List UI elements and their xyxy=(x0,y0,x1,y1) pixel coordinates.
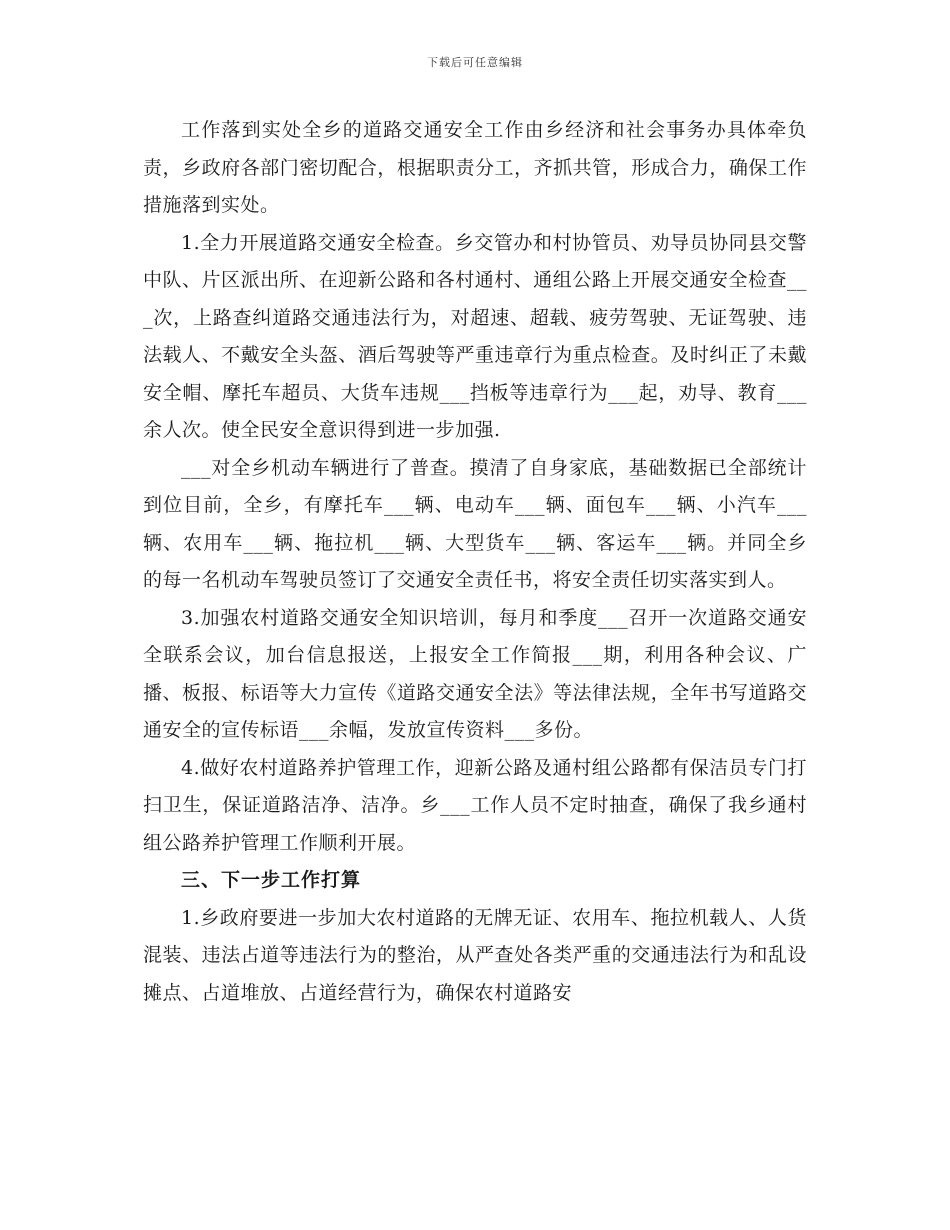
section-heading-next-steps: 三、下一步工作打算 xyxy=(181,869,362,891)
paragraph-next-steps-1: 1.乡政府要进一步加大农村道路的无牌无证、农用车、拖拉机载人、人货混装、违法占道等违法行为的整治，从严查处各类严重的交通违法行为和乱设摊点、占道堆放、占道经营行为，确保农村道路安 xyxy=(143,906,807,1004)
paragraph-vehicle-census: ___对全乡机动车辆进行了普查。摸清了自身家底，基础数据已全部统计到位目前，全乡，有摩托车___辆、电动车___辆、面包车___辆、小汽车___辆、农用车___辆、拖拉机___辆、大型货车___辆、客运车___辆。并同全乡的每一名机动车驾驶员签订了交通安全责任书，将安全责任切实落实到人。 xyxy=(143,456,807,591)
paragraph-safety-training: 3.加强农村道路交通安全知识培训，每月和季度___召开一次道路交通安全联系会议，加台信息报送，上报安全工作简报___期，利用各种会议、广播、板报、标语等大力宣传《道路交通安全法》等法律法规，全年书写道路交通安全的宣传标语___余幅，发放宣传资料___多份。 xyxy=(143,606,807,741)
paragraph-safety-inspection: 1.全力开展道路交通安全检查。乡交管办和村协管员、劝导员协同县交警中队、片区派出所、在迎新公路和各村通村、通组公路上开展交通安全检查___次，上路查纠道路交通违法行为，对超速、超载、疲劳驾驶、无证驾驶、违法载人、不戴安全头盔、酒后驾驶等严重违章行为重点检查。及时纠正了未戴安全帽、摩托车超员、大货车违规___挡板等违章行为___起，劝导、教育___余人次。使全民安全意识得到进一步加强. xyxy=(143,231,807,441)
document-body xyxy=(143,112,807,1012)
paragraph-road-maintenance: 4.做好农村道路养护管理工作，迎新公路及通村组公路都有保洁员专门打扫卫生，保证道路洁净、洁净。乡___工作人员不定时抽查，确保了我乡通村组公路养护管理工作顺利开展。 xyxy=(143,756,807,854)
header-note: 下载后可任意编辑 xyxy=(427,56,523,69)
paragraph-work-implementation: 工作落到实处全乡的道路交通安全工作由乡经济和社会事务办具体牵负责，乡政府各部门密切配合，根据职责分工，齐抓共管，形成合力，确保工作措施落到实处。 xyxy=(143,119,807,216)
